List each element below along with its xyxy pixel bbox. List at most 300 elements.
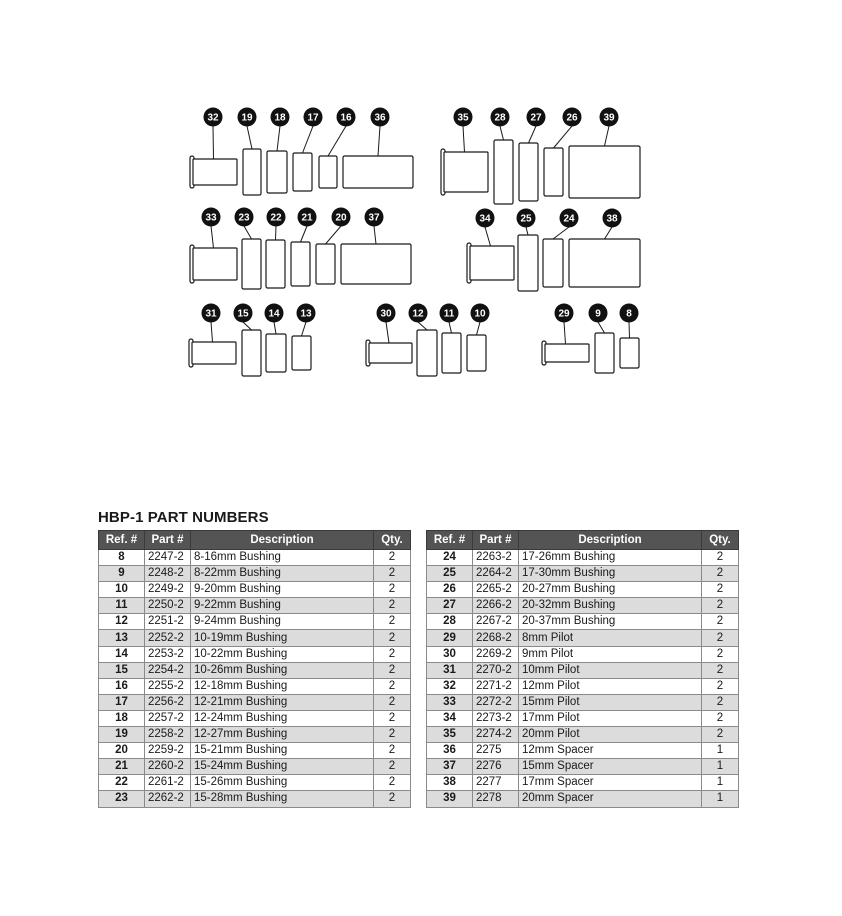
spacer-part: [341, 244, 411, 284]
callout-badge: [454, 108, 473, 127]
part-number-cell: 2252-2: [145, 630, 191, 646]
qty-cell: 2: [374, 662, 411, 678]
description-cell: 10-26mm Bushing: [191, 662, 374, 678]
callout-leader-line: [605, 227, 613, 239]
qty-cell: 2: [702, 694, 739, 710]
callout-badge: [298, 208, 317, 227]
callout-number: 19: [241, 112, 253, 124]
callout-number: 21: [301, 212, 313, 224]
qty-cell: 2: [702, 727, 739, 743]
bushing-part: [242, 330, 261, 376]
qty-cell: 2: [374, 694, 411, 710]
qty-cell: 2: [374, 791, 411, 807]
callout-leader-line: [605, 126, 610, 146]
table-row: [427, 710, 739, 726]
part-number-cell: 2258-2: [145, 727, 191, 743]
description-cell: 10-22mm Bushing: [191, 646, 374, 662]
part-number-cell: 2268-2: [473, 630, 519, 646]
ref-cell: 25: [427, 566, 473, 582]
callout-badge: [517, 209, 536, 228]
ref-cell: 26: [427, 582, 473, 598]
callout-badge: [304, 108, 323, 127]
qty-cell: 2: [702, 614, 739, 630]
callout-badge: [563, 108, 582, 127]
table-row: [99, 662, 411, 678]
description-cell: 12mm Pilot: [519, 678, 702, 694]
callout-leader-line: [564, 322, 566, 344]
ref-cell: 11: [99, 598, 145, 614]
ref-cell: 19: [99, 727, 145, 743]
bushing-part: [267, 151, 287, 193]
part-number-cell: 2278: [473, 791, 519, 807]
ref-cell: 27: [427, 598, 473, 614]
ref-cell: 31: [427, 662, 473, 678]
part-number-cell: 2254-2: [145, 662, 191, 678]
section-title: HBP-1 PART NUMBERS: [98, 509, 269, 526]
qty-cell: 1: [702, 775, 739, 791]
part-number-cell: 2274-2: [473, 727, 519, 743]
table-row: [427, 694, 739, 710]
callout-number: 26: [566, 112, 578, 124]
header-ref: Ref. #: [99, 531, 145, 550]
callout-number: 32: [207, 112, 219, 124]
ref-cell: 14: [99, 646, 145, 662]
callout-number: 31: [205, 308, 217, 320]
callout-leader-line: [418, 322, 427, 330]
part-number-cell: 2256-2: [145, 694, 191, 710]
table-header-row: [427, 531, 739, 550]
bushing-part: [595, 333, 614, 373]
callout-badge: [365, 208, 384, 227]
qty-cell: 1: [702, 743, 739, 759]
part-number-cell: 2247-2: [145, 550, 191, 566]
spacer-part: [343, 156, 413, 188]
callout-leader-line: [463, 126, 465, 152]
callout-badge: [377, 304, 396, 323]
header-qty: Qty.: [374, 531, 411, 550]
ref-cell: 28: [427, 614, 473, 630]
callout-number: 10: [474, 308, 486, 320]
callout-leader-line: [213, 126, 214, 159]
callout-number: 39: [603, 112, 615, 124]
table-row: [427, 743, 739, 759]
part-number-cell: 2257-2: [145, 710, 191, 726]
parts-table-left: [98, 530, 411, 808]
callout-number: 15: [237, 308, 249, 320]
description-cell: 9-22mm Bushing: [191, 598, 374, 614]
table-row: [99, 630, 411, 646]
description-cell: 20-32mm Bushing: [519, 598, 702, 614]
part-number-cell: 2277: [473, 775, 519, 791]
spacer-part: [569, 239, 640, 287]
callout-badge: [371, 108, 390, 127]
table-row: [427, 614, 739, 630]
callout-number: 27: [530, 112, 542, 124]
callout-badge: [267, 208, 286, 227]
description-cell: 12-27mm Bushing: [191, 727, 374, 743]
callout-badge: [265, 304, 284, 323]
header-description: Description: [519, 531, 702, 550]
ref-cell: 38: [427, 775, 473, 791]
callout-badge: [589, 304, 608, 323]
qty-cell: 2: [374, 646, 411, 662]
callout-leader-line: [211, 226, 214, 248]
qty-cell: 1: [702, 791, 739, 807]
callout-number: 33: [205, 212, 217, 224]
bushing-part: [319, 156, 337, 188]
callout-badge: [555, 304, 574, 323]
part-number-cell: 2272-2: [473, 694, 519, 710]
callout-number: 8: [626, 308, 632, 320]
table-row: [99, 759, 411, 775]
pilot-part: [366, 340, 412, 366]
table-row: [427, 791, 739, 807]
ref-cell: 23: [99, 791, 145, 807]
bushing-part: [519, 143, 538, 201]
callout-number: 11: [443, 308, 455, 320]
part-number-cell: 2269-2: [473, 646, 519, 662]
callout-leader-line: [328, 126, 346, 156]
description-cell: 12-21mm Bushing: [191, 694, 374, 710]
callout-number: 20: [335, 212, 347, 224]
table-row: [427, 727, 739, 743]
description-cell: 15-26mm Bushing: [191, 775, 374, 791]
description-cell: 9-24mm Bushing: [191, 614, 374, 630]
ref-cell: 32: [427, 678, 473, 694]
part-number-cell: 2266-2: [473, 598, 519, 614]
callout-leader-line: [244, 226, 252, 239]
table-row: [99, 694, 411, 710]
callout-leader-line: [303, 126, 314, 153]
description-cell: 9mm Pilot: [519, 646, 702, 662]
header-part: Part #: [473, 531, 519, 550]
callout-number: 13: [300, 308, 312, 320]
bushing-part: [266, 240, 285, 288]
callout-badge: [202, 304, 221, 323]
table-row: [99, 678, 411, 694]
callout-badge: [491, 108, 510, 127]
ref-cell: 15: [99, 662, 145, 678]
description-cell: 17-30mm Bushing: [519, 566, 702, 582]
callout-badge: [235, 208, 254, 227]
callout-number: 35: [457, 112, 469, 124]
ref-cell: 34: [427, 710, 473, 726]
table-row: [99, 791, 411, 807]
description-cell: 17mm Spacer: [519, 775, 702, 791]
callout-number: 36: [374, 112, 386, 124]
description-cell: 15mm Pilot: [519, 694, 702, 710]
qty-cell: 2: [374, 598, 411, 614]
description-cell: 8-22mm Bushing: [191, 566, 374, 582]
ref-cell: 30: [427, 646, 473, 662]
parts-group-row3-right: [542, 304, 639, 374]
qty-cell: 2: [374, 630, 411, 646]
description-cell: 15-24mm Bushing: [191, 759, 374, 775]
description-cell: 15-21mm Bushing: [191, 743, 374, 759]
parts-group-row1-right: [441, 108, 640, 205]
callout-number: 9: [595, 308, 601, 320]
table-row: [99, 727, 411, 743]
callout-leader-line: [302, 322, 307, 336]
callout-badge: [620, 304, 639, 323]
callout-number: 30: [380, 308, 392, 320]
callout-number: 38: [606, 213, 618, 225]
ref-cell: 20: [99, 743, 145, 759]
ref-cell: 12: [99, 614, 145, 630]
callout-badge: [234, 304, 253, 323]
description-cell: 12-24mm Bushing: [191, 710, 374, 726]
ref-cell: 10: [99, 582, 145, 598]
callout-leader-line: [449, 322, 452, 333]
header-description: Description: [191, 531, 374, 550]
table-row: [427, 582, 739, 598]
part-number-cell: 2270-2: [473, 662, 519, 678]
table-row: [99, 582, 411, 598]
ref-cell: 29: [427, 630, 473, 646]
description-cell: 10-19mm Bushing: [191, 630, 374, 646]
description-cell: 20mm Spacer: [519, 791, 702, 807]
part-number-cell: 2265-2: [473, 582, 519, 598]
table-row: [427, 759, 739, 775]
callout-badge: [603, 209, 622, 228]
header-part: Part #: [145, 531, 191, 550]
qty-cell: 2: [702, 662, 739, 678]
callout-badge: [332, 208, 351, 227]
parts-group-row3-mid: [366, 304, 490, 377]
spacer-part: [569, 146, 640, 198]
ref-cell: 37: [427, 759, 473, 775]
description-cell: 17mm Pilot: [519, 710, 702, 726]
table-row: [427, 550, 739, 566]
callout-leader-line: [598, 322, 605, 333]
table-row: [427, 662, 739, 678]
pilot-part: [189, 339, 236, 367]
pilot-part: [441, 149, 488, 195]
callout-leader-line: [500, 126, 504, 140]
ref-cell: 39: [427, 791, 473, 807]
callout-number: 28: [494, 112, 506, 124]
bushing-part: [620, 338, 639, 368]
description-cell: 15-28mm Bushing: [191, 791, 374, 807]
callout-leader-line: [485, 227, 491, 246]
bushing-part: [518, 235, 538, 291]
callout-leader-line: [629, 322, 630, 338]
qty-cell: 2: [702, 566, 739, 582]
part-number-cell: 2276: [473, 759, 519, 775]
qty-cell: 2: [374, 710, 411, 726]
qty-cell: 2: [374, 678, 411, 694]
callout-badge: [527, 108, 546, 127]
header-qty: Qty.: [702, 531, 739, 550]
callout-leader-line: [326, 226, 342, 244]
bushing-part: [291, 242, 310, 286]
bushing-part: [442, 333, 461, 373]
description-cell: 12-18mm Bushing: [191, 678, 374, 694]
table-row: [427, 598, 739, 614]
callout-leader-line: [277, 126, 280, 151]
qty-cell: 2: [374, 582, 411, 598]
callout-leader-line: [301, 226, 308, 242]
callout-number: 24: [563, 213, 575, 225]
bushing-part: [543, 239, 563, 287]
part-number-cell: 2251-2: [145, 614, 191, 630]
callout-badge: [600, 108, 619, 127]
table-row: [427, 630, 739, 646]
qty-cell: 2: [374, 775, 411, 791]
bushing-part: [293, 153, 312, 191]
table-header-row: [99, 531, 411, 550]
ref-cell: 18: [99, 710, 145, 726]
description-cell: 20mm Pilot: [519, 727, 702, 743]
description-cell: 20-37mm Bushing: [519, 614, 702, 630]
callout-leader-line: [554, 126, 573, 148]
parts-diagram: [0, 0, 842, 430]
qty-cell: 2: [702, 550, 739, 566]
part-number-cell: 2261-2: [145, 775, 191, 791]
callout-number: 29: [558, 308, 570, 320]
callout-leader-line: [374, 226, 376, 244]
callout-badge: [271, 108, 290, 127]
bushing-part: [417, 330, 437, 376]
ref-cell: 17: [99, 694, 145, 710]
callout-number: 16: [340, 112, 352, 124]
callout-badge: [440, 304, 459, 323]
ref-cell: 36: [427, 743, 473, 759]
ref-cell: 22: [99, 775, 145, 791]
ref-cell: 13: [99, 630, 145, 646]
pilot-part: [467, 243, 514, 283]
header-ref: Ref. #: [427, 531, 473, 550]
description-cell: 17-26mm Bushing: [519, 550, 702, 566]
table-row: [99, 743, 411, 759]
description-cell: 12mm Spacer: [519, 743, 702, 759]
qty-cell: 2: [702, 598, 739, 614]
qty-cell: 2: [374, 727, 411, 743]
part-number-cell: 2275: [473, 743, 519, 759]
bushing-part: [266, 334, 286, 372]
parts-group-row2-right: [467, 209, 640, 292]
callout-leader-line: [247, 126, 252, 149]
callout-number: 18: [274, 112, 286, 124]
callout-number: 12: [412, 308, 424, 320]
table-row: [99, 646, 411, 662]
callout-leader-line: [211, 322, 213, 342]
description-cell: 10mm Pilot: [519, 662, 702, 678]
callout-number: 14: [268, 308, 280, 320]
table-row: [427, 678, 739, 694]
part-number-cell: 2259-2: [145, 743, 191, 759]
description-cell: 15mm Spacer: [519, 759, 702, 775]
ref-cell: 9: [99, 566, 145, 582]
callout-leader-line: [243, 322, 252, 330]
description-cell: 8-16mm Bushing: [191, 550, 374, 566]
callout-leader-line: [386, 322, 389, 343]
bushing-part: [316, 244, 335, 284]
callout-leader-line: [378, 126, 380, 156]
qty-cell: 2: [702, 646, 739, 662]
callout-leader-line: [276, 226, 277, 240]
callout-badge: [297, 304, 316, 323]
ref-cell: 33: [427, 694, 473, 710]
part-number-cell: 2273-2: [473, 710, 519, 726]
bushing-part: [467, 335, 486, 371]
qty-cell: 2: [702, 678, 739, 694]
parts-group-row1-left: [190, 108, 413, 196]
part-number-cell: 2260-2: [145, 759, 191, 775]
table-row: [99, 598, 411, 614]
part-number-cell: 2255-2: [145, 678, 191, 694]
ref-cell: 35: [427, 727, 473, 743]
callout-number: 22: [270, 212, 282, 224]
table-row: [427, 566, 739, 582]
qty-cell: 2: [374, 550, 411, 566]
pilot-part: [190, 156, 237, 188]
qty-cell: 2: [702, 630, 739, 646]
qty-cell: 2: [374, 614, 411, 630]
part-number-cell: 2253-2: [145, 646, 191, 662]
callout-badge: [202, 208, 221, 227]
qty-cell: 2: [374, 759, 411, 775]
ref-cell: 21: [99, 759, 145, 775]
callout-leader-line: [553, 227, 569, 239]
ref-cell: 8: [99, 550, 145, 566]
parts-group-row2-left: [190, 208, 411, 290]
qty-cell: 2: [702, 710, 739, 726]
table-row: [427, 775, 739, 791]
callout-number: 23: [238, 212, 250, 224]
part-number-cell: 2271-2: [473, 678, 519, 694]
callout-number: 25: [520, 213, 532, 225]
callout-leader-line: [477, 322, 481, 335]
callout-badge: [204, 108, 223, 127]
parts-table-right: [426, 530, 739, 808]
callout-badge: [409, 304, 428, 323]
callout-number: 17: [307, 112, 319, 124]
callout-badge: [560, 209, 579, 228]
description-cell: 9-20mm Bushing: [191, 582, 374, 598]
bushing-part: [242, 239, 261, 289]
ref-cell: 24: [427, 550, 473, 566]
callout-badge: [471, 304, 490, 323]
callout-leader-line: [526, 227, 528, 235]
callout-badge: [238, 108, 257, 127]
table-row: [427, 646, 739, 662]
part-number-cell: 2264-2: [473, 566, 519, 582]
description-cell: 8mm Pilot: [519, 630, 702, 646]
ref-cell: 16: [99, 678, 145, 694]
bushing-part: [243, 149, 261, 195]
callout-badge: [476, 209, 495, 228]
qty-cell: 1: [702, 759, 739, 775]
qty-cell: 2: [374, 566, 411, 582]
qty-cell: 2: [374, 743, 411, 759]
pilot-part: [542, 341, 589, 365]
table-row: [99, 614, 411, 630]
callout-leader-line: [274, 322, 276, 334]
part-number-cell: 2248-2: [145, 566, 191, 582]
part-number-cell: 2249-2: [145, 582, 191, 598]
table-row: [99, 566, 411, 582]
callout-badge: [337, 108, 356, 127]
qty-cell: 2: [702, 582, 739, 598]
pilot-part: [190, 245, 237, 283]
table-row: [99, 710, 411, 726]
callout-leader-line: [529, 126, 537, 143]
part-number-cell: 2263-2: [473, 550, 519, 566]
description-cell: 20-27mm Bushing: [519, 582, 702, 598]
bushing-part: [292, 336, 311, 370]
callout-number: 34: [479, 213, 491, 225]
